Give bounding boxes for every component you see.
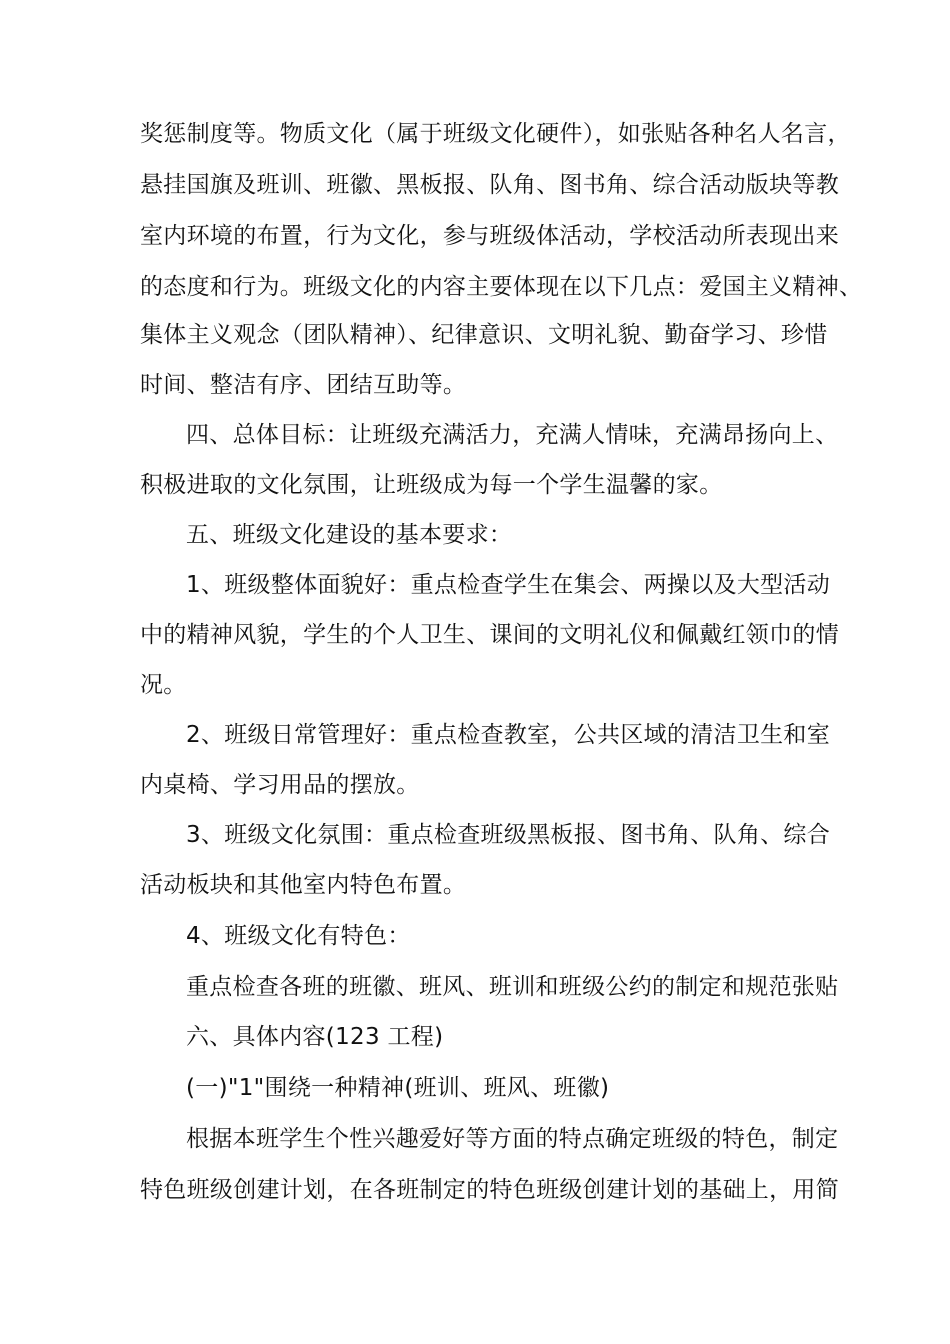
text-line: (一)"1"围绕一种精神(班训、班风、班徽) — [186, 1075, 610, 1101]
text-line: 内桌椅、学习用品的摆放。 — [140, 772, 420, 798]
text-line: 中的精神风貌，学生的个人卫生、课间的文明礼仪和佩戴红领巾的情 — [140, 622, 839, 648]
text-line: 集体主义观念（团队精神）、纪律意识、文明礼貌、勤奋学习、珍惜 — [140, 322, 828, 348]
text-line: 况。 — [140, 672, 187, 698]
text-line: 特色班级创建计划，在各班制定的特色班级创建计划的基础上，用简 — [140, 1177, 839, 1203]
text-line: 积极进取的文化氛围，让班级成为每一个学生温馨的家。 — [140, 472, 723, 498]
text-line: 六、具体内容(123 工程) — [186, 1024, 444, 1050]
text-line: 4、班级文化有特色： — [186, 923, 411, 949]
text-line: 室内环境的布置，行为文化，参与班级体活动，学校活动所表现出来 — [140, 223, 839, 249]
text-line: 四、总体目标：让班级充满活力，充满人情味，充满昂扬向上、 — [186, 422, 839, 448]
text-line: 根据本班学生个性兴趣爱好等方面的特点确定班级的特色，制定 — [186, 1126, 839, 1152]
text-line: 悬挂国旗及班训、班徽、黑板报、队角、图书角、综合活动版块等教 — [140, 172, 839, 198]
text-line: 时间、整洁有序、团结互助等。 — [140, 372, 467, 398]
text-line: 活动板块和其他室内特色布置。 — [140, 872, 467, 898]
text-line: 3、班级文化氛围：重点检查班级黑板报、图书角、队角、综合 — [186, 822, 831, 848]
text-line: 1、班级整体面貌好：重点检查学生在集会、两操以及大型活动 — [186, 572, 831, 598]
text-line: 的态度和行为。班级文化的内容主要体现在以下几点：爱国主义精神、 — [140, 274, 863, 300]
text-line: 2、班级日常管理好：重点检查教室，公共区域的清洁卫生和室 — [186, 722, 831, 748]
text-line: 奖惩制度等。物质文化（属于班级文化硬件），如张贴各种名人名言， — [140, 121, 851, 147]
text-line: 重点检查各班的班徽、班风、班训和班级公约的制定和规范张贴 — [186, 974, 839, 1000]
text-line: 五、班级文化建设的基本要求： — [186, 522, 513, 548]
